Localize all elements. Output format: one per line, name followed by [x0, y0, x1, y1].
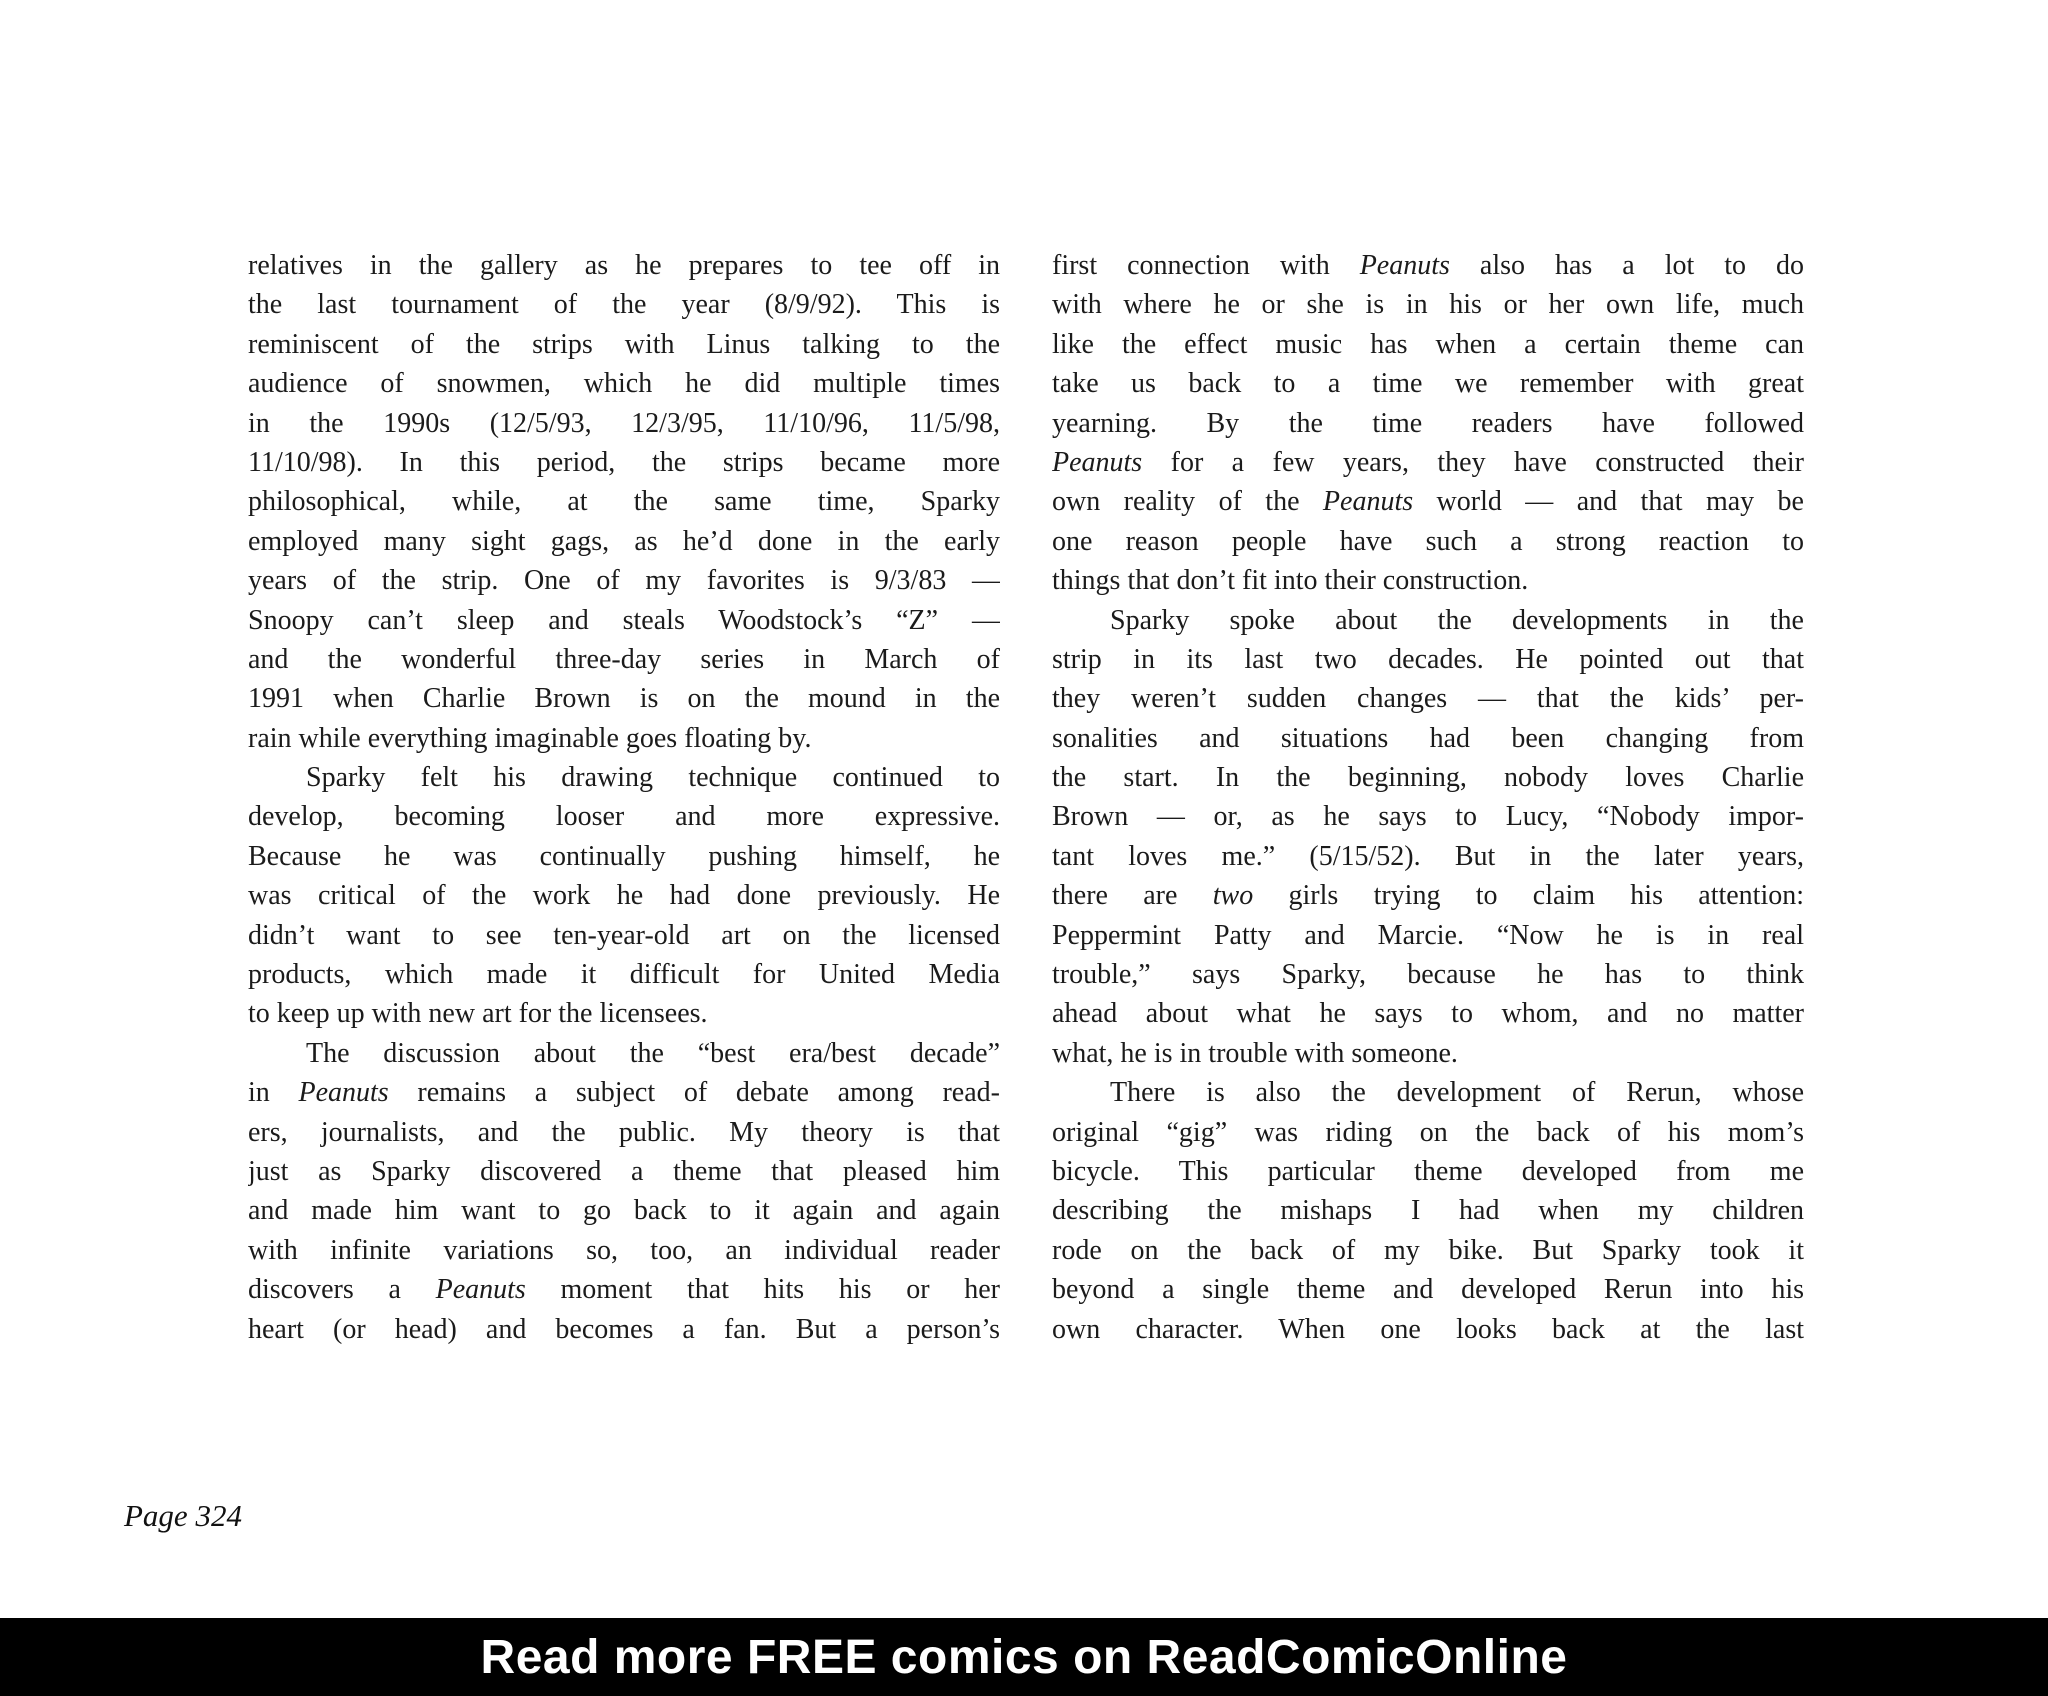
text-line: 1991 when Charlie Brown is on the mound in the [248, 683, 1000, 715]
text-line: products, which made it difficult for United Media [248, 959, 1000, 991]
text-line: Snoopy can’t sleep and steals Woodstock’s “Z” — [248, 604, 1000, 636]
italic-text: Peanuts [1359, 250, 1450, 281]
text-line: reminiscent of the strips with Linus talking to the [248, 328, 1000, 360]
text-line: audience of snowmen, which he did multiple times [248, 368, 1000, 400]
promo-banner-text: Read more FREE comics on ReadComicOnline [480, 1630, 1568, 1684]
paragraph [248, 1034, 1000, 1349]
text-line: the last tournament of the year (8/9/92). This is [248, 289, 1000, 321]
text-line: in Peanuts remains a subject of debate among read- [248, 1077, 1000, 1109]
text-line: describing the mishaps I had when my children [1052, 1195, 1804, 1227]
text-line: own character. When one looks back at the last [1052, 1313, 1804, 1345]
column-right [1052, 246, 1804, 1349]
paragraph [248, 758, 1000, 1034]
paragraph [1052, 601, 1804, 1074]
text-line: Brown — or, as he says to Lucy, “Nobody impor- [1052, 801, 1804, 833]
text-line: develop, becoming looser and more expressive. [248, 801, 1000, 833]
text-line: Sparky spoke about the developments in the [1110, 604, 1804, 636]
text-line: relatives in the gallery as he prepares to tee off in [248, 250, 1000, 281]
text-line: just as Sparky discovered a theme that pleased him [248, 1155, 1000, 1187]
text-line: in the 1990s (12/5/93, 12/3/95, 11/10/96, 11/5/98, [248, 407, 1000, 439]
text-line: discovers a Peanuts moment that hits his or her [248, 1274, 1000, 1306]
text-line: things that don’t fit into their construction. [1052, 565, 1529, 597]
italic-text: Peanuts [298, 1077, 389, 1109]
text-line: there are two girls trying to claim his attention: [1052, 880, 1804, 912]
paragraph [1052, 1073, 1804, 1349]
text-line: heart (or head) and becomes a fan. But a person’s [248, 1313, 1000, 1345]
text-line: sonalities and situations had been changing from [1052, 722, 1804, 754]
text-line: beyond a single theme and developed Rerun into his [1052, 1274, 1804, 1306]
text-line: rode on the back of my bike. But Sparky took it [1052, 1234, 1804, 1266]
text-line: Because he was continually pushing himself, he [248, 840, 1000, 872]
text-line: own reality of the Peanuts world — and that may be [1052, 486, 1804, 518]
text-line: take us back to a time we remember with great [1052, 368, 1804, 400]
paragraph [248, 246, 1000, 758]
text-line: like the effect music has when a certain theme can [1052, 328, 1804, 360]
text-line: Peppermint Patty and Marcie. “Now he is in real [1052, 919, 1804, 951]
text-line: was critical of the work he had done previously. He [248, 880, 1000, 912]
text-line: employed many sight gags, as he’d done in the early [248, 525, 1000, 557]
text-line: first connection with Peanuts also has a lot to do [1052, 250, 1804, 281]
column-left [248, 246, 1000, 1349]
italic-text: Peanuts [1322, 486, 1414, 518]
italic-text: two [1212, 880, 1254, 912]
text-line: and the wonderful three-day series in March of [248, 643, 1000, 675]
italic-text: Peanuts [1052, 446, 1143, 478]
page-number: Page 324 [124, 1498, 242, 1533]
text-line: they weren’t sudden changes — that the kids’ per- [1052, 683, 1804, 715]
text-line: Sparky felt his drawing technique continued to [306, 762, 1000, 794]
text-columns [248, 246, 1808, 1349]
text-line: the start. In the beginning, nobody loves Charlie [1052, 762, 1804, 794]
text-line: Peanuts for a few years, they have constructed their [1052, 446, 1804, 478]
italic-text: Peanuts [435, 1274, 526, 1306]
text-line: The discussion about the “best era/best decade” [306, 1037, 1000, 1069]
text-line: original “gig” was riding on the back of his mom’s [1052, 1116, 1804, 1148]
text-line: with where he or she is in his or her own life, much [1052, 289, 1804, 321]
text-line: 11/10/98). In this period, the strips became more [248, 446, 1000, 478]
text-line: tant loves me.” (5/15/52). But in the later years, [1052, 840, 1804, 872]
text-line: to keep up with new art for the licensees. [248, 998, 708, 1030]
text-line: with infinite variations so, too, an individual reader [248, 1234, 1000, 1266]
text-line: yearning. By the time readers have followed [1052, 407, 1804, 439]
text-line: ers, journalists, and the public. My theory is that [248, 1116, 1000, 1148]
text-line: There is also the development of Rerun, whose [1110, 1077, 1804, 1109]
text-line: bicycle. This particular theme developed from me [1052, 1155, 1804, 1187]
text-line: what, he is in trouble with someone. [1052, 1037, 1458, 1069]
promo-banner[interactable] [0, 1618, 2048, 1696]
text-line: rain while everything imaginable goes floating by. [248, 722, 812, 754]
text-line: one reason people have such a strong reaction to [1052, 525, 1804, 557]
text-line: strip in its last two decades. He pointed out that [1052, 643, 1804, 675]
text-line: trouble,” says Sparky, because he has to think [1052, 959, 1804, 991]
text-line: years of the strip. One of my favorites is 9/3/83 — [248, 565, 1000, 597]
text-line: ahead about what he says to whom, and no matter [1052, 998, 1804, 1030]
text-line: and made him want to go back to it again and again [248, 1195, 1000, 1227]
paragraph [1052, 246, 1804, 601]
text-line: didn’t want to see ten-year-old art on the licensed [248, 919, 1000, 951]
text-line: philosophical, while, at the same time, Sparky [248, 486, 1000, 518]
